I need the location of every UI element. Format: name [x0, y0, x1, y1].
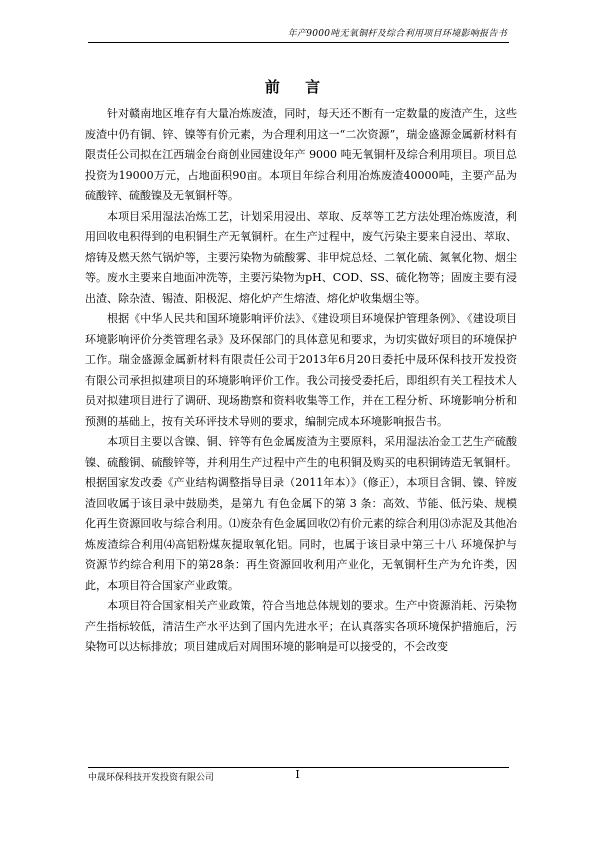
paragraph: 本项目采用湿法冶炼工艺，计划采用浸出、萃取、反萃等工艺方法处理冶炼废渣，利用回收电积得到的电积铜生产无氧铜杆。在生产过程中，废气污染主要来自浸出、萃取、熔铸及燃天然气锅炉等，主要污染物为硫酸雾、非甲烷总烃、二氧化硫、氮氧化物、烟尘等。废水主要来自地面冲洗等，主要污染物为pH、COD、SS、硫化物等；固废主要有浸出渣、除杂渣、锡渣、阳极泥、熔化炉产生熔渣、熔化炉收集烟尘等。 [85, 209, 517, 305]
running-header: 年产9000吨无氧铜杆及综合利用项目环境影响报告书 [287, 29, 507, 39]
paragraph: 本项目符合国家相关产业政策，符合当地总体规划的要求。生产中资源消耗、污染物产生指标较低，清洁生产水平达到了国内先进水平；在认真落实各项环境保护措施后，污染物可以达标排放；项目建成后对周围环境的影响是可以接受的，不会改变 [85, 599, 517, 653]
page-title: 前 言 [264, 78, 331, 96]
document-body [85, 104, 517, 658]
header-divider [88, 42, 509, 43]
paragraph: 根据《中华人民共和国环境影响评价法》、《建设项目环境保护管理条例》、《建设项目环境影响评价分类管理名录》及环保部门的具体意见和要求，为切实做好项目的环境保护工作。瑞金盛源金属新材料有限责任公司于2013年6月20日委托中晟环保科技开发投资有限公司承担拟建项目的环境影响评价工作。我公司接受委托后，即组织有关工程技术人员对拟建项目进行了调研、现场勘察和资料收集等工作，并在工程分析、环境影响分析和预测的基础上，按有关环评技术导则的要求，编制完成本环境影响报告书。 [85, 312, 517, 428]
paragraph: 本项目主要以含镍、铜、锌等有色金属废渣为主要原料，采用湿法冶金工艺生产硫酸镍、硫酸铜、硫酸锌等，并利用生产过程中产生的电积铜及购买的电积铜铸造无氧铜杆。根据国家发改委《产业结构调整指导目录（2011年本）》（修正），本项目含铜、镍、锌废渣回收属于该目录中鼓励类，是第九 有色金属下的第 3 条：高效、节能、低污染、规模化再生资源回收与综合利用。⑴废杂有色金属回收⑵有价元素的综合利用⑶赤泥及其他冶炼废渣综合利用⑷高铝粉煤灰提取氧化铝。同时，也属于该目录中第三十八 环境保护与资源节约综合利用下的第28条：再生资源回收利用产业化，无氧铜杆生产为允许类，因此，本项目符合国家产业政策。 [85, 435, 517, 592]
paragraph: 针对赣南地区堆存有大量冶炼废渣，同时，每天还不断有一定数量的废渣产生，这些废渣中仍有铜、锌、镍等有价元素，为合理利用这一“二次资源”，瑞金盛源金属新材料有限责任公司拟在江西瑞金台商创业园建设年产 9000 吨无氧铜杆及综合利用项目。项目总投资为19000万元，占地面积90亩。本项目年综合利用冶炼废渣40000吨，主要产品为硫酸锌、硫酸镍及无氧铜杆等。 [85, 107, 517, 202]
page-number: I [295, 768, 300, 781]
footer-company: 中晟环保科技开发投资有限公司 [88, 773, 215, 783]
